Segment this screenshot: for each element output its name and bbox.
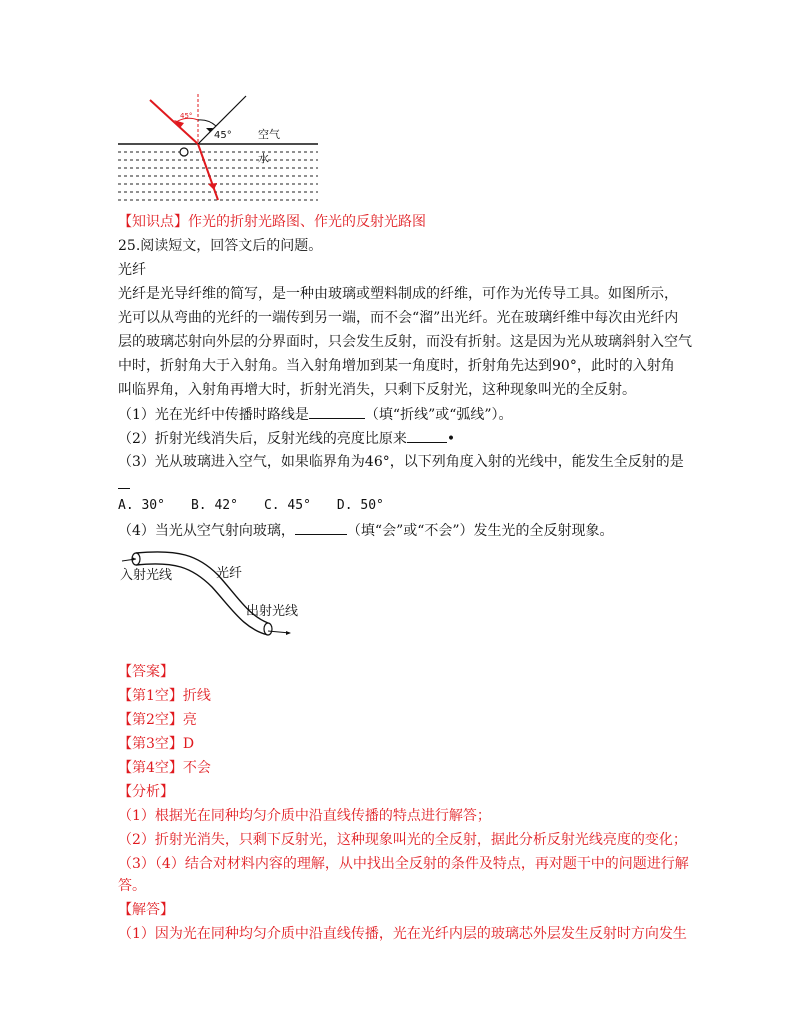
analysis-line-2: （2）折射光消失，只剩下反射光，这种现象叫光的全反射，据此分析反射光线亮度的变化；: [118, 832, 687, 848]
sub-question-2: [118, 428, 455, 449]
passage-line-4: 中时，折射角大于入射角。当入射角增加到某一角度时，折射角先达到90°，此时的入射角: [118, 358, 675, 374]
question-title: 25.阅读短文，回答文后的问题。: [118, 238, 323, 254]
answer-blank-3[interactable]: [118, 474, 130, 489]
water-label: 水: [258, 152, 269, 165]
passage-line-1: 光纤是光导纤维的简写，是一种由玻璃或塑料制成的纤维，可作为光传导工具。如图所示，: [118, 286, 678, 302]
answer-blank-4[interactable]: [295, 520, 347, 535]
fiber-label: 光纤: [216, 566, 243, 581]
incident-ray-label: 入射光线: [120, 568, 173, 583]
answer-value-3: D: [182, 736, 195, 752]
options-row: [118, 496, 384, 516]
sub-question-4-hint: （填“会”或“不会”）发生光的全反射现象。: [346, 523, 614, 539]
sub-question-4: [118, 520, 614, 541]
sub-question-3: （3）光从玻璃进入空气，如果临界角为46°，以下列角度入射的光线中，能发生全反射的是: [118, 454, 684, 470]
analysis-header: 【分析】: [118, 784, 174, 800]
answer-blank-2[interactable]: [407, 428, 447, 443]
knowledge-points: 【知识点】作光的折射光路图、作光的反射光路图: [118, 214, 426, 230]
analysis-line-1: （1）根据光在同种均匀介质中沿直线传播的特点进行解答；: [118, 808, 491, 824]
analysis-line-3: （3）（4）结合对材料内容的理解，从中找出全反射的条件及特点，再对题干中的问题进行解: [118, 856, 689, 872]
option-b: B. 42°: [190, 498, 238, 513]
answer-blank-1[interactable]: [309, 404, 365, 419]
answer-blank-3-line: [118, 474, 130, 495]
passage-title: 光纤: [118, 262, 146, 278]
answer-item-1: [118, 686, 211, 706]
answer-tag-4: 【第4空】: [118, 760, 183, 776]
sub-question-1: [118, 404, 513, 425]
answer-tag-2: 【第2空】: [118, 712, 183, 728]
sub-question-2-end: •: [446, 431, 456, 447]
sub-question-2-text: （2）折射光线消失后，反射光线的亮度比原来: [118, 431, 407, 447]
incident-angle-label: 45°: [180, 112, 193, 120]
passage-line-2: 光可以从弯曲的光纤的一端传到另一端，而不会“溜”出光纤。光在玻璃纤维中每次由光纤内: [118, 310, 679, 326]
sub-question-1-text: （1）光在光纤中传播时路线是: [118, 407, 309, 423]
answer-value-1: 折线: [182, 688, 211, 704]
passage-line-5: 叫临界角，入射角再增大时，折射光消失，只剩下反射光，这种现象叫光的全反射。: [118, 382, 636, 398]
solution-header: 【解答】: [118, 902, 174, 918]
answer-item-4: [118, 758, 211, 778]
air-label: 空气: [258, 128, 280, 141]
option-c: C. 45°: [263, 498, 311, 513]
refraction-diagram: [118, 92, 318, 204]
optical-fiber-diagram: [118, 545, 318, 645]
exit-ray-label: 出射光线: [246, 604, 299, 619]
answer-tag-1: 【第1空】: [118, 688, 183, 704]
analysis-line-4: 答。: [118, 878, 146, 894]
answer-tag-3: 【第3空】: [118, 736, 183, 752]
answer-item-2: [118, 710, 197, 730]
option-d: D. 50°: [336, 498, 384, 513]
sub-question-4-text: （4）当光从空气射向玻璃，: [118, 523, 295, 539]
answer-value-2: 亮: [182, 712, 197, 728]
solution-line-1: （1）因为光在同种均匀介质中沿直线传播，光在光纤内层的玻璃芯外层发生反射时方向发生: [118, 926, 687, 942]
answer-header: 【答案】: [118, 664, 174, 680]
reflect-angle-label: 45°: [214, 130, 232, 141]
passage-line-3: 层的玻璃芯射向外层的分界面时，只会发生反射，而没有折射。这是因为光从玻璃斜射入空气: [118, 334, 692, 350]
sub-question-1-hint: （填“折线”或“弧线”）。: [364, 407, 513, 423]
option-a: A. 30°: [118, 498, 165, 513]
answer-value-4: 不会: [182, 760, 211, 776]
answer-item-3: [118, 734, 194, 754]
